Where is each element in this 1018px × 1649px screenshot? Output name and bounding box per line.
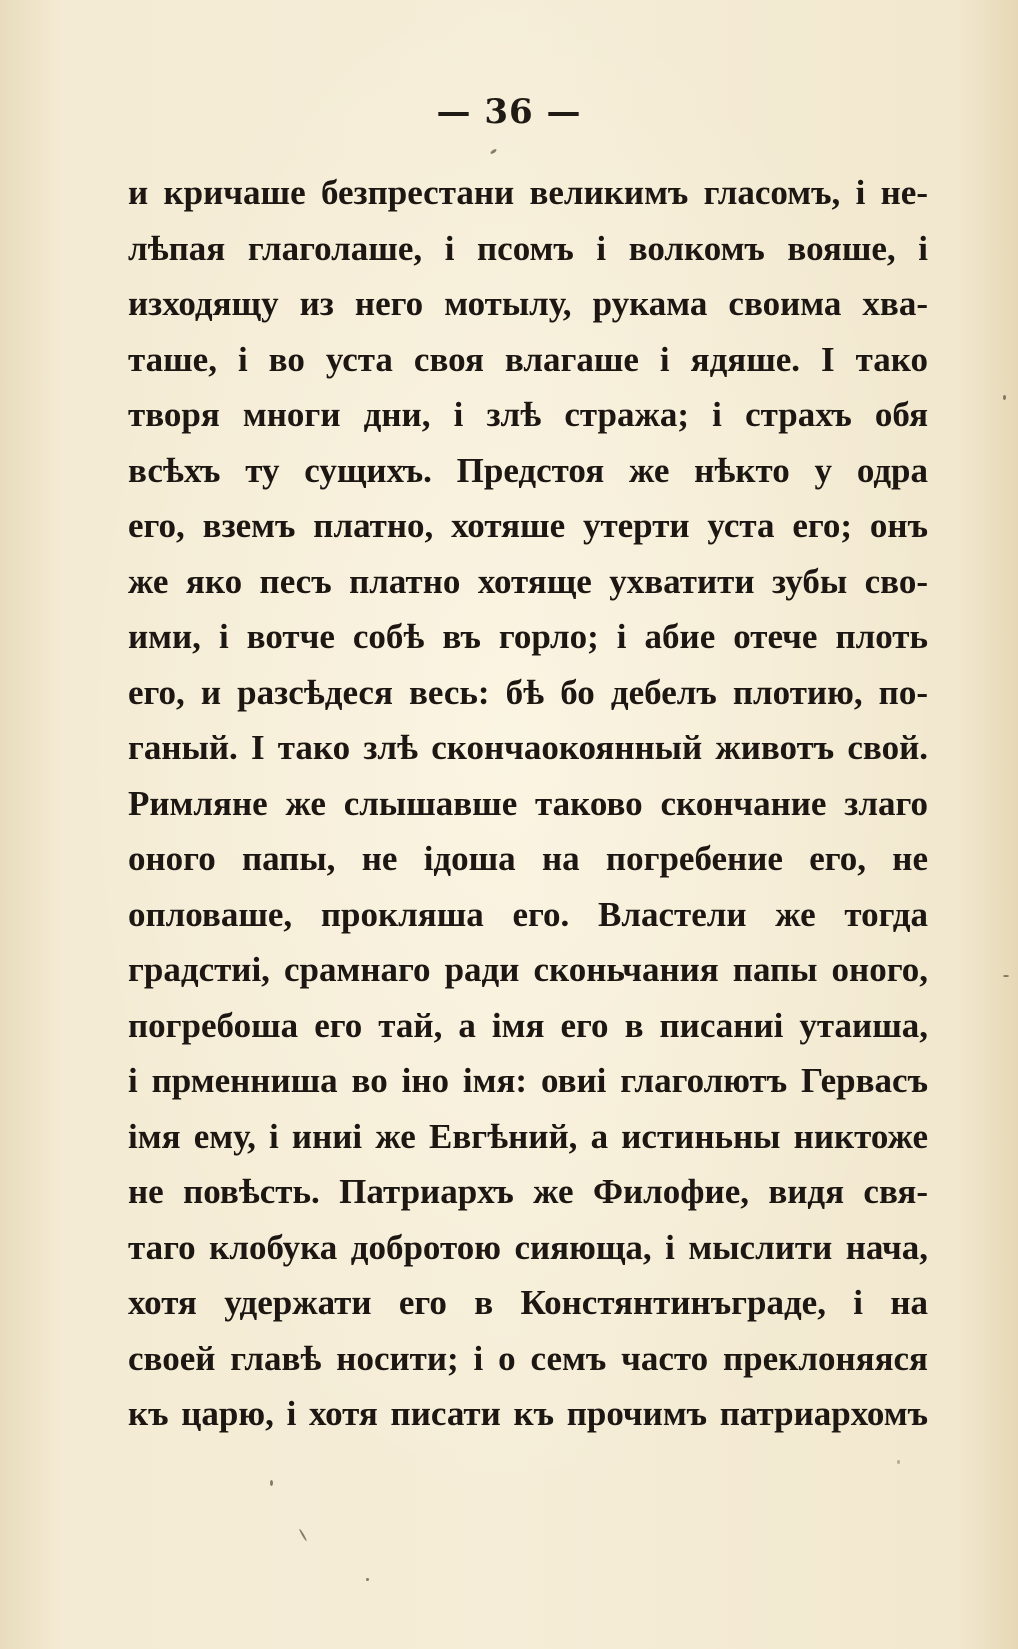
body-text [128, 165, 928, 1442]
text-line: своей главѣ носити; і о семъ часто преклоняяся [128, 1338, 928, 1378]
text-line: оного папы, не ідоша на погребение его, не [128, 839, 928, 878]
paper-speck [490, 148, 497, 154]
text-line: хотя удержати его в Констянтинъграде, і на [128, 1283, 928, 1322]
paper-speck [299, 1528, 308, 1541]
text-line: опловаше, прокляша его. Властели же тогда [128, 894, 928, 934]
text-line: его, и разсѣдеся весь: бѣ бо дебелъ плотию, по- [128, 672, 928, 712]
text-line: не повѣсть. Патриархъ же Филофие, видя свя- [128, 1172, 928, 1211]
text-line: творя многи дни, і злѣ стража; і страхъ обя [128, 395, 928, 434]
text-line: таше, і во уста своя влагаше і ядяше. І тако [128, 339, 928, 379]
page-number: — 36 — [436, 92, 582, 132]
paper-speck [366, 1578, 369, 1581]
text-line: всѣхъ ту сущихъ. Предстоя же нѣкто у одра [128, 450, 928, 490]
paper-speck [1003, 395, 1006, 400]
paper-speck [897, 1460, 900, 1464]
text-line: погребоша его тай, а імя его в писаниі утаиша, [128, 1005, 928, 1045]
paper-speck [270, 1480, 273, 1486]
text-line: изходящу из него мотылу, рукама своима хва- [128, 284, 928, 323]
text-line: же яко песъ платно хотяще ухватити зубы сво- [128, 561, 928, 601]
text-line: его, вземъ платно, хотяше утерти уста его; онъ [128, 506, 928, 545]
text-line: таго клобука добротою сияюща, і мыслити нача, [128, 1227, 928, 1267]
text-line: градстиі, срамнаго ради сконьчания папы оного, [128, 950, 928, 989]
text-line: къ царю, і хотя писати къ прочимъ патриархомъ [128, 1394, 928, 1433]
text-line: Римляне же слышавше таково скончание злаго [128, 783, 928, 823]
text-line: лѣпая глаголаше, і псомъ і волкомъ вояше, і [128, 228, 928, 268]
text-line: і прменниша во іно імя: овиі глаголютъ Гервасъ [128, 1061, 928, 1100]
paper-speck [1003, 975, 1009, 977]
text-line: імя ему, і иниі же Евгѣний, а истиньны никтоже [128, 1116, 928, 1156]
text-line: и кричаше безпрестани великимъ гласомъ, і не- [128, 173, 928, 212]
text-line: ими, і вотче собѣ въ горло; і абие отече плоть [128, 617, 928, 656]
text-line: ганый. І тако злѣ скончаокоянный животъ свой. [128, 728, 928, 767]
